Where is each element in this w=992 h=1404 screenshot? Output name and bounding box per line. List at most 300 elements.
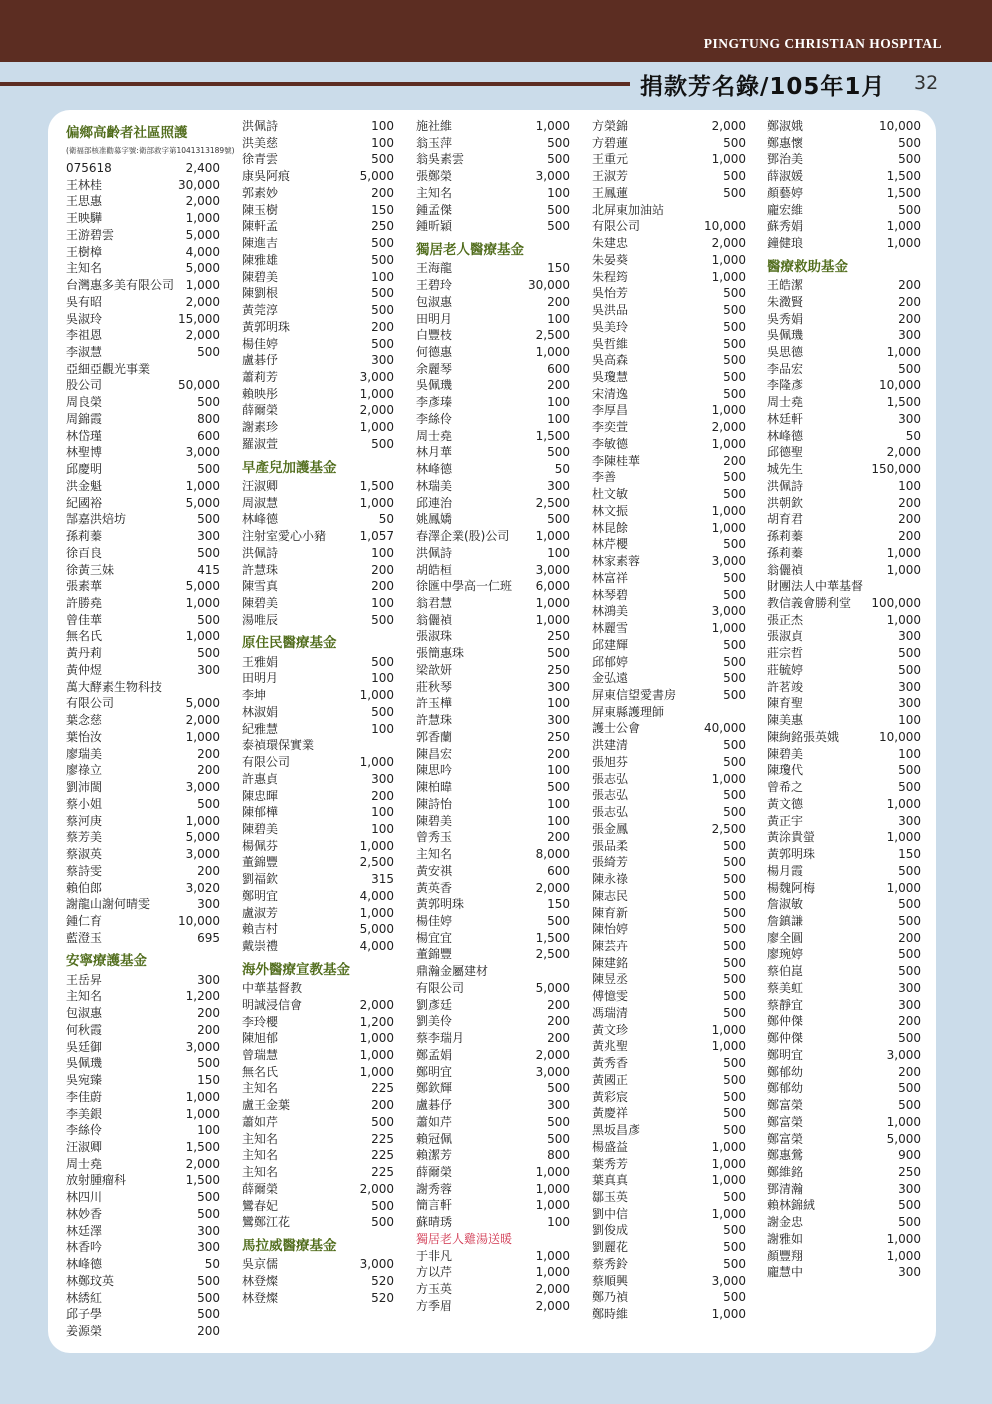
donor-name: 莊毓婷 bbox=[767, 662, 804, 677]
donor-name: 薛爾榮 bbox=[416, 1164, 453, 1179]
donor-row bbox=[767, 1047, 921, 1064]
donor-name: 詹鎮謙 bbox=[767, 913, 804, 928]
donor-row bbox=[242, 168, 394, 185]
donation-amount: 1,000 bbox=[535, 119, 570, 133]
donor-row bbox=[592, 1022, 746, 1039]
donor-name: 林綉紅 bbox=[66, 1290, 103, 1305]
donation-amount: 500 bbox=[723, 1072, 746, 1087]
donation-amount: 15,000 bbox=[178, 311, 220, 326]
donation-amount: 500 bbox=[547, 1131, 570, 1146]
donation-amount: 2,500 bbox=[359, 855, 394, 870]
donor-name: 藍澄玉 bbox=[66, 930, 103, 945]
donation-amount: 200 bbox=[898, 1064, 921, 1079]
donor-name: 王林桂 bbox=[66, 177, 103, 192]
donor-row bbox=[66, 444, 220, 461]
donation-amount: 1,000 bbox=[711, 1307, 746, 1322]
donation-amount: 100 bbox=[371, 822, 394, 837]
donor-row bbox=[416, 595, 570, 612]
donor-row bbox=[767, 746, 921, 763]
donor-name: 林鴻美 bbox=[592, 604, 629, 619]
donor-row bbox=[416, 118, 570, 135]
donor-name: 宋清逸 bbox=[592, 386, 629, 401]
donor-name: 邱子學 bbox=[66, 1307, 103, 1322]
donation-amount: 500 bbox=[723, 470, 746, 485]
donor-name: 翁君慧 bbox=[416, 596, 453, 611]
donor-name: 楊宜宜 bbox=[416, 930, 453, 945]
donor-row bbox=[416, 729, 570, 746]
donor-name: 黃兆聖 bbox=[592, 1039, 629, 1054]
donor-name: 洪佩詩 bbox=[416, 545, 453, 560]
donor-row bbox=[242, 1097, 394, 1114]
donor-row bbox=[592, 218, 746, 235]
donor-name: 陳碧美 bbox=[242, 269, 279, 284]
donation-amount: 1,000 bbox=[711, 152, 746, 167]
donation-amount: 500 bbox=[197, 796, 220, 811]
donor-name-line: 中華基督教 bbox=[242, 981, 303, 996]
donor-row bbox=[592, 536, 746, 553]
donation-amount: 500 bbox=[723, 955, 746, 970]
donor-name: 鄭孟娟 bbox=[416, 1047, 453, 1062]
donor-row bbox=[242, 595, 394, 612]
donor-name: 翁吳素雲 bbox=[416, 152, 465, 167]
donation-amount: 500 bbox=[723, 637, 746, 652]
donor-row bbox=[242, 419, 394, 436]
donor-row bbox=[242, 369, 394, 386]
donor-name: 陳瓊代 bbox=[767, 763, 804, 778]
donor-row bbox=[416, 428, 570, 445]
donation-amount: 500 bbox=[723, 1056, 746, 1071]
donor-row bbox=[592, 486, 746, 503]
donor-name: 林淑娟 bbox=[242, 704, 279, 719]
donor-row bbox=[242, 319, 394, 336]
donor-list-panel bbox=[48, 110, 936, 1353]
donor-row bbox=[416, 1298, 570, 1315]
donation-amount: 1,500 bbox=[886, 395, 921, 410]
donation-amount: 300 bbox=[898, 411, 921, 426]
donor-name: 王思惠 bbox=[66, 194, 103, 209]
donation-amount: 2,000 bbox=[535, 1282, 570, 1297]
donor-row bbox=[767, 528, 921, 545]
donation-amount: 200 bbox=[197, 1324, 220, 1339]
donor-name: 張旭芬 bbox=[592, 754, 629, 769]
donation-amount: 1,200 bbox=[359, 1014, 394, 1029]
donor-row bbox=[242, 1064, 394, 1081]
donor-row bbox=[592, 319, 746, 336]
donor-row bbox=[767, 695, 921, 712]
donor-name: 吳京儒 bbox=[242, 1257, 279, 1272]
fund-heading: 偏鄉高齡者社區照護 bbox=[66, 125, 188, 141]
donor-name: 無名氏 bbox=[242, 1064, 279, 1079]
donation-amount: 415 bbox=[197, 562, 220, 577]
donor-name: 主知名 bbox=[242, 1148, 279, 1163]
donation-amount: 500 bbox=[898, 863, 921, 878]
donor-row bbox=[416, 829, 570, 846]
donor-row bbox=[767, 896, 921, 913]
donor-name: 林鄭玟英 bbox=[66, 1273, 115, 1288]
donor-row bbox=[767, 1197, 921, 1214]
donor-row bbox=[592, 603, 746, 620]
donor-row bbox=[592, 1256, 746, 1273]
donor-row bbox=[592, 336, 746, 353]
donor-row bbox=[416, 135, 570, 152]
donor-name: 陳昱丞 bbox=[592, 972, 629, 987]
donor-name: 吳淑玲 bbox=[66, 311, 103, 326]
donor-row bbox=[66, 863, 220, 880]
donor-row bbox=[416, 896, 570, 913]
donation-amount: 200 bbox=[371, 319, 394, 334]
donor-name: 吳瓊慧 bbox=[592, 370, 629, 385]
donor-row bbox=[66, 662, 220, 679]
donor-name: 張綺芳 bbox=[592, 855, 629, 870]
donor-name: 教信義會勝利堂 bbox=[767, 596, 852, 611]
donation-amount: 500 bbox=[723, 303, 746, 318]
donor-row bbox=[416, 311, 570, 328]
donor-name: 蔡李瑞月 bbox=[416, 1031, 465, 1046]
donation-amount: 1,200 bbox=[185, 989, 220, 1004]
donation-amount: 500 bbox=[197, 1273, 220, 1288]
donor-name: 包淑惠 bbox=[66, 1006, 103, 1021]
donor-name: 王海龍 bbox=[416, 261, 453, 276]
donor-row bbox=[592, 938, 746, 955]
donor-name: 胡皓桓 bbox=[416, 562, 453, 577]
donor-row bbox=[767, 1080, 921, 1097]
donor-name: 張金鳳 bbox=[592, 821, 629, 836]
donation-amount: 500 bbox=[898, 763, 921, 778]
donation-amount: 1,000 bbox=[711, 621, 746, 636]
donor-row bbox=[242, 754, 394, 771]
donor-row bbox=[592, 252, 746, 269]
donor-row bbox=[66, 988, 220, 1005]
donation-amount: 500 bbox=[371, 704, 394, 719]
donation-amount: 500 bbox=[898, 202, 921, 217]
donation-amount: 200 bbox=[547, 830, 570, 845]
donor-name: 陳永祿 bbox=[592, 872, 629, 887]
donor-row bbox=[592, 269, 746, 286]
donor-name: 陳雪真 bbox=[242, 579, 279, 594]
donor-row bbox=[416, 645, 570, 662]
donor-row bbox=[767, 1214, 921, 1231]
donor-name: 陳忠暉 bbox=[242, 788, 279, 803]
donation-amount: 500 bbox=[898, 135, 921, 150]
donor-row bbox=[767, 595, 921, 612]
donation-amount: 300 bbox=[371, 353, 394, 368]
donor-row bbox=[242, 788, 394, 805]
donor-row bbox=[242, 118, 394, 135]
donor-row bbox=[242, 1114, 394, 1131]
donation-amount: 30,000 bbox=[178, 177, 220, 192]
donor-name: 李陳桂華 bbox=[592, 453, 641, 468]
donor-name: 林廷軒 bbox=[767, 411, 804, 426]
donor-row bbox=[416, 1264, 570, 1281]
fund-heading: 早產兒加護基金 bbox=[242, 459, 337, 476]
donor-name: 郭素妙 bbox=[242, 185, 279, 200]
donor-name: 楊盛益 bbox=[592, 1139, 629, 1154]
donation-amount: 3,000 bbox=[359, 1257, 394, 1272]
donation-amount: 200 bbox=[898, 1014, 921, 1029]
donor-row bbox=[242, 938, 394, 955]
donor-name: 吳有昭 bbox=[66, 294, 103, 309]
donor-row bbox=[592, 453, 746, 470]
donor-row bbox=[416, 846, 570, 863]
donation-amount: 500 bbox=[723, 754, 746, 769]
donor-name: 蔡詩雯 bbox=[66, 863, 103, 878]
donor-name: 林瑞美 bbox=[416, 478, 453, 493]
donation-amount: 500 bbox=[547, 646, 570, 661]
donor-name: 吳美玲 bbox=[592, 319, 629, 334]
donation-amount: 500 bbox=[723, 135, 746, 150]
donation-amount: 500 bbox=[898, 662, 921, 677]
donor-row bbox=[767, 202, 921, 219]
donor-row bbox=[767, 135, 921, 152]
donation-amount: 3,000 bbox=[185, 780, 220, 795]
donor-row bbox=[592, 988, 746, 1005]
donation-amount: 1,000 bbox=[886, 545, 921, 560]
donation-amount: 500 bbox=[723, 1089, 746, 1104]
donor-name: 蔡小姐 bbox=[66, 796, 103, 811]
donation-amount: 500 bbox=[723, 855, 746, 870]
donor-name: 主知名 bbox=[242, 1131, 279, 1146]
fund-heading: 海外醫療宣教基金 bbox=[242, 961, 350, 978]
donor-row bbox=[242, 252, 394, 269]
donation-amount: 10,000 bbox=[178, 913, 220, 928]
donation-amount: 100 bbox=[371, 805, 394, 820]
donation-amount: 200 bbox=[898, 512, 921, 527]
donor-row bbox=[592, 118, 746, 135]
donor-row bbox=[592, 620, 746, 637]
donor-row bbox=[767, 377, 921, 394]
donor-row bbox=[242, 151, 394, 168]
donation-amount: 50 bbox=[554, 462, 570, 477]
donor-name: 鄭惠懷 bbox=[767, 135, 804, 150]
donor-name: 主知名 bbox=[242, 1165, 279, 1180]
donor-row bbox=[66, 846, 220, 863]
fund-heading: 獨居老人醫療基金 bbox=[416, 242, 524, 259]
donor-name: 主知名 bbox=[66, 989, 103, 1004]
donor-name: 張志弘 bbox=[592, 788, 629, 803]
donor-row bbox=[592, 235, 746, 252]
donor-row bbox=[66, 411, 220, 428]
donor-name: 賴吉村 bbox=[242, 922, 279, 937]
donation-amount: 4,000 bbox=[359, 888, 394, 903]
donation-amount: 200 bbox=[547, 294, 570, 309]
donor-row bbox=[66, 394, 220, 411]
donor-name: 曾秀玉 bbox=[416, 830, 453, 845]
donor-row bbox=[767, 394, 921, 411]
donor-name: 林家素蓉 bbox=[592, 554, 641, 569]
donor-row bbox=[416, 1097, 570, 1114]
donor-row bbox=[242, 478, 394, 495]
donor-name: 陳碧美 bbox=[416, 813, 453, 828]
donation-amount: 315 bbox=[371, 872, 394, 887]
donation-amount: 500 bbox=[197, 395, 220, 410]
donation-amount: 1,000 bbox=[711, 1206, 746, 1221]
donation-amount: 1,000 bbox=[359, 755, 394, 770]
donor-row bbox=[242, 1198, 394, 1215]
donor-row bbox=[416, 545, 570, 562]
donor-name: 陳育聖 bbox=[767, 696, 804, 711]
donation-amount: 500 bbox=[197, 545, 220, 560]
donor-name: 林富祥 bbox=[592, 570, 629, 585]
donor-name: 鄭乃禎 bbox=[592, 1290, 629, 1305]
donation-amount: 100 bbox=[547, 796, 570, 811]
donation-amount: 200 bbox=[898, 278, 921, 293]
donor-row bbox=[767, 361, 921, 378]
donation-amount: 100 bbox=[547, 311, 570, 326]
donor-name: 吳廷御 bbox=[66, 1039, 103, 1054]
donation-amount: 1,000 bbox=[711, 436, 746, 451]
donor-row bbox=[416, 1181, 570, 1198]
donation-amount: 300 bbox=[898, 997, 921, 1012]
donation-amount: 2,000 bbox=[535, 880, 570, 895]
donation-amount: 1,000 bbox=[359, 420, 394, 435]
donor-row bbox=[66, 428, 220, 445]
donor-row bbox=[416, 1114, 570, 1131]
fund-heading: 原住民醫療基金 bbox=[242, 635, 337, 652]
donation-amount: 500 bbox=[723, 537, 746, 552]
donation-amount: 1,000 bbox=[359, 905, 394, 920]
donor-row bbox=[66, 612, 220, 629]
donation-amount: 1,500 bbox=[185, 1139, 220, 1154]
donor-name: 林峰德 bbox=[767, 428, 804, 443]
donor-row bbox=[66, 779, 220, 796]
donation-amount: 50 bbox=[378, 512, 394, 527]
donor-name: 王淑芳 bbox=[592, 169, 629, 184]
donation-amount: 500 bbox=[371, 252, 394, 267]
donor-name: 李彥瑧 bbox=[416, 395, 453, 410]
donor-row bbox=[592, 771, 746, 788]
donor-name: 鸞鄭江花 bbox=[242, 1215, 291, 1230]
donation-amount: 1,000 bbox=[535, 1248, 570, 1263]
donor-row bbox=[416, 411, 570, 428]
donor-name: 林峰德 bbox=[66, 1257, 103, 1272]
donor-row bbox=[66, 461, 220, 478]
donor-row bbox=[767, 277, 921, 294]
donor-name: 林登燦 bbox=[242, 1274, 279, 1289]
donor-row bbox=[767, 478, 921, 495]
donation-amount: 250 bbox=[371, 219, 394, 234]
donation-amount: 225 bbox=[371, 1131, 394, 1146]
donation-amount: 600 bbox=[547, 361, 570, 376]
donor-row bbox=[242, 269, 394, 286]
donor-name-line: 屏東縣護理師 bbox=[592, 704, 665, 719]
donor-name: 林妙香 bbox=[66, 1206, 103, 1221]
donation-amount: 1,000 bbox=[535, 1198, 570, 1213]
donor-row bbox=[66, 1022, 220, 1039]
donor-row bbox=[66, 746, 220, 763]
donation-amount: 1,500 bbox=[185, 1173, 220, 1188]
donor-column-3 bbox=[416, 118, 570, 1315]
donor-name: 李玲櫻 bbox=[242, 1014, 279, 1029]
donation-amount: 500 bbox=[547, 152, 570, 167]
donor-name: 蔡順興 bbox=[592, 1273, 629, 1288]
donor-name: 林麗雪 bbox=[592, 621, 629, 636]
donor-row bbox=[416, 361, 570, 378]
donor-name: 李奕萱 bbox=[592, 420, 629, 435]
donor-name: 陳思吟 bbox=[416, 763, 453, 778]
donor-name: 馮瑞清 bbox=[592, 1005, 629, 1020]
donation-amount: 1,000 bbox=[535, 529, 570, 544]
donor-row bbox=[242, 721, 394, 738]
donation-amount: 500 bbox=[898, 646, 921, 661]
donor-row bbox=[242, 1273, 394, 1290]
donor-name: 康吳阿痕 bbox=[242, 169, 291, 184]
donation-amount: 100 bbox=[371, 721, 394, 736]
donation-amount: 500 bbox=[197, 646, 220, 661]
donation-amount: 100 bbox=[898, 746, 921, 761]
donor-row bbox=[242, 838, 394, 855]
donation-amount: 50,000 bbox=[178, 378, 220, 393]
donation-amount: 150 bbox=[898, 847, 921, 862]
donor-row bbox=[592, 151, 746, 168]
donor-row bbox=[767, 461, 921, 478]
donor-name: 陳昌宏 bbox=[416, 746, 453, 761]
donor-name: 鄭郁幼 bbox=[767, 1081, 804, 1096]
donation-amount: 1,000 bbox=[185, 1089, 220, 1104]
donor-row bbox=[767, 729, 921, 746]
donor-name: 鍾仁育 bbox=[66, 913, 103, 928]
donation-amount: 2,000 bbox=[359, 1181, 394, 1196]
donor-name: 朱瀓賢 bbox=[767, 294, 804, 309]
donor-name: 翁儷禎 bbox=[767, 562, 804, 577]
donor-name: 劉美伶 bbox=[416, 1014, 453, 1029]
donation-amount: 300 bbox=[197, 529, 220, 544]
donor-row bbox=[767, 779, 921, 796]
donor-name: 林香吟 bbox=[66, 1240, 103, 1255]
donation-amount: 500 bbox=[723, 922, 746, 937]
donation-amount: 2,000 bbox=[886, 445, 921, 460]
donor-row bbox=[66, 545, 220, 562]
donor-row bbox=[767, 963, 921, 980]
donor-name: 李厚昌 bbox=[592, 403, 629, 418]
donor-row bbox=[242, 704, 394, 721]
donor-name: 鄭仲傑 bbox=[767, 1031, 804, 1046]
donor-row bbox=[767, 679, 921, 696]
donation-amount: 500 bbox=[371, 303, 394, 318]
donation-amount: 100 bbox=[371, 269, 394, 284]
donation-amount: 2,000 bbox=[535, 1047, 570, 1062]
donor-row bbox=[66, 1055, 220, 1072]
donor-row bbox=[66, 880, 220, 897]
donor-row bbox=[767, 930, 921, 947]
donor-column-4 bbox=[592, 118, 746, 1323]
donation-amount: 2,000 bbox=[711, 236, 746, 251]
donation-amount: 1,000 bbox=[185, 729, 220, 744]
donation-amount: 1,000 bbox=[359, 386, 394, 401]
donation-amount: 2,000 bbox=[535, 1298, 570, 1313]
donor-row bbox=[592, 905, 746, 922]
donor-row bbox=[767, 1114, 921, 1131]
donor-row bbox=[767, 511, 921, 528]
donor-row bbox=[416, 1013, 570, 1030]
donor-name: 注射室愛心小豬 bbox=[242, 529, 327, 544]
donor-row bbox=[66, 1306, 220, 1323]
donor-row bbox=[416, 1197, 570, 1214]
donation-amount: 200 bbox=[547, 378, 570, 393]
donor-row bbox=[242, 495, 394, 512]
donor-name: 孫莉蓁 bbox=[767, 529, 804, 544]
donor-name: 吳洪品 bbox=[592, 303, 629, 318]
donor-row bbox=[66, 695, 220, 712]
donor-column-5 bbox=[767, 118, 921, 1281]
donor-name: 鄭時維 bbox=[592, 1307, 629, 1322]
donor-row bbox=[66, 528, 220, 545]
donor-name: 明誠浸信會 bbox=[242, 997, 303, 1012]
donation-amount: 150 bbox=[371, 202, 394, 217]
donation-amount: 500 bbox=[371, 436, 394, 451]
donor-row bbox=[592, 386, 746, 403]
donor-row bbox=[242, 654, 394, 671]
donor-name: 鄭欽輝 bbox=[416, 1081, 453, 1096]
